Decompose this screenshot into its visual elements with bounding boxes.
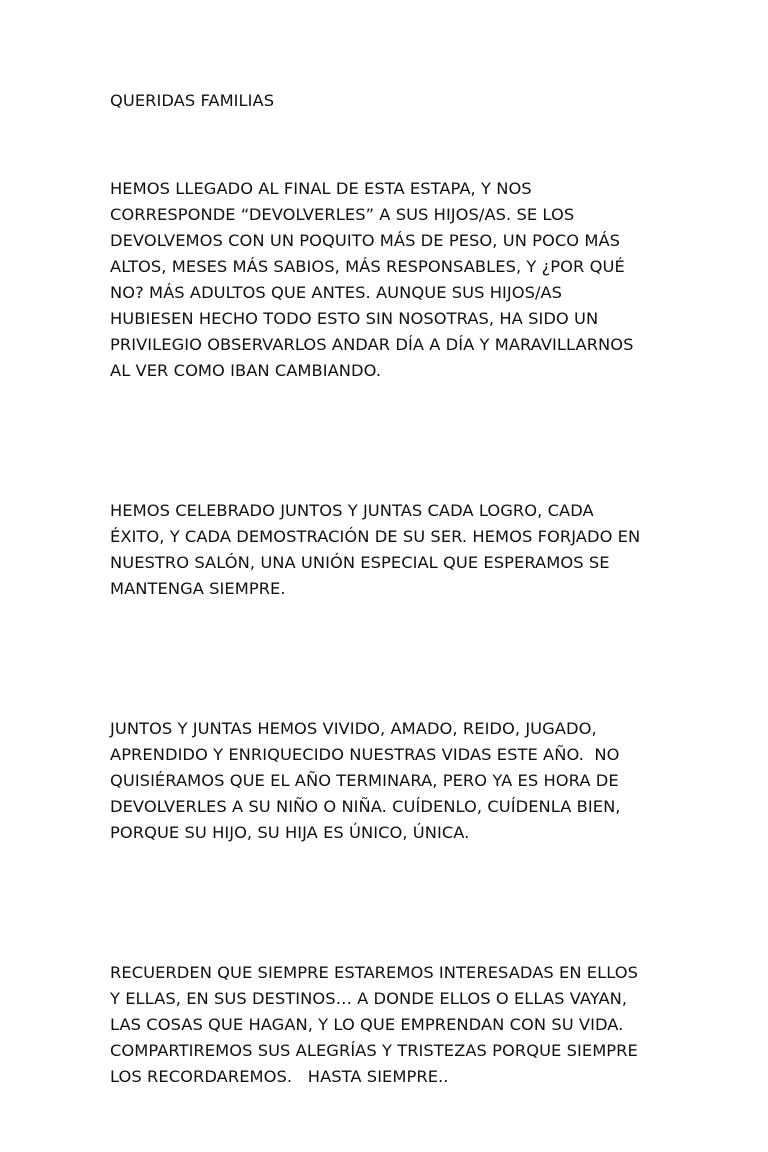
paragraph-line: MANTENGA SIEMPRE. <box>110 579 286 598</box>
paragraph-line: DEVOLVERLES A SU NIÑO O NIÑA. CUÍDENLO, CUÍDENLA BIEN, <box>110 797 621 816</box>
paragraph-1 <box>110 124 658 436</box>
paragraph-line: HEMOS LLEGADO AL FINAL DE ESTA ESTAPA, Y NOS <box>110 179 532 198</box>
paragraph-line: HUBIESEN HECHO TODO ESTO SIN NOSOTRAS, HA SIDO UN <box>110 309 599 328</box>
document-body <box>110 88 658 1152</box>
paragraph-line: ALTOS, MESES MÁS SABIOS, MÁS RESPONSABLES, Y ¿POR QUÉ <box>110 257 625 276</box>
paragraph-line: PRIVILEGIO OBSERVARLOS ANDAR DÍA A DÍA Y MARAVILLARNOS <box>110 335 634 354</box>
greeting: QUERIDAS FAMILIAS <box>110 91 275 110</box>
paragraph-line: ÉXITO, Y CADA DEMOSTRACIÓN DE SU SER. HEMOS FORJADO EN <box>110 527 641 546</box>
paragraph-line: COMPARTIREMOS SUS ALEGRÍAS Y TRISTEZAS PORQUE SIEMPRE <box>110 1041 638 1060</box>
paragraph-line: LOS RECORDAREMOS. HASTA SIEMPRE.. <box>110 1067 449 1086</box>
paragraph-line: AL VER COMO IBAN CAMBIANDO. <box>110 361 382 380</box>
paragraph-line: DEVOLVEMOS CON UN POQUITO MÁS DE PESO, UN POCO MÁS <box>110 231 621 250</box>
paragraph-2 <box>110 446 658 654</box>
paragraph-line: APRENDIDO Y ENRIQUECIDO NUESTRAS VIDAS ESTE AÑO. NO <box>110 745 620 764</box>
paragraph-line: HEMOS CELEBRADO JUNTOS Y JUNTAS CADA LOGRO, CADA <box>110 501 594 520</box>
paragraph-line: LAS COSAS QUE HAGAN, Y LO QUE EMPRENDAN CON SU VIDA. <box>110 1015 624 1034</box>
paragraph-4 <box>110 908 658 1142</box>
paragraph-3 <box>110 664 658 898</box>
paragraph-line: JUNTOS Y JUNTAS HEMOS VIVIDO, AMADO, REIDO, JUGADO, <box>110 719 597 738</box>
paragraph-line: RECUERDEN QUE SIEMPRE ESTAREMOS INTERESADAS EN ELLOS <box>110 963 639 982</box>
paragraph-line: Y ELLAS, EN SUS DESTINOS… A DONDE ELLOS O ELLAS VAYAN, <box>110 989 628 1008</box>
paragraph-line: PORQUE SU HIJO, SU HIJA ES ÚNICO, ÚNICA. <box>110 823 470 842</box>
paragraph-line: CORRESPONDE “DEVOLVERLES” A SUS HIJOS/AS. SE LOS <box>110 205 575 224</box>
paragraph-line: NUESTRO SALÓN, UNA UNIÓN ESPECIAL QUE ESPERAMOS SE <box>110 553 610 572</box>
paragraph-line: NO? MÁS ADULTOS QUE ANTES. AUNQUE SUS HIJOS/AS <box>110 283 563 302</box>
paragraph-line: QUISIÉRAMOS QUE EL AÑO TERMINARA, PERO YA ES HORA DE <box>110 771 619 790</box>
